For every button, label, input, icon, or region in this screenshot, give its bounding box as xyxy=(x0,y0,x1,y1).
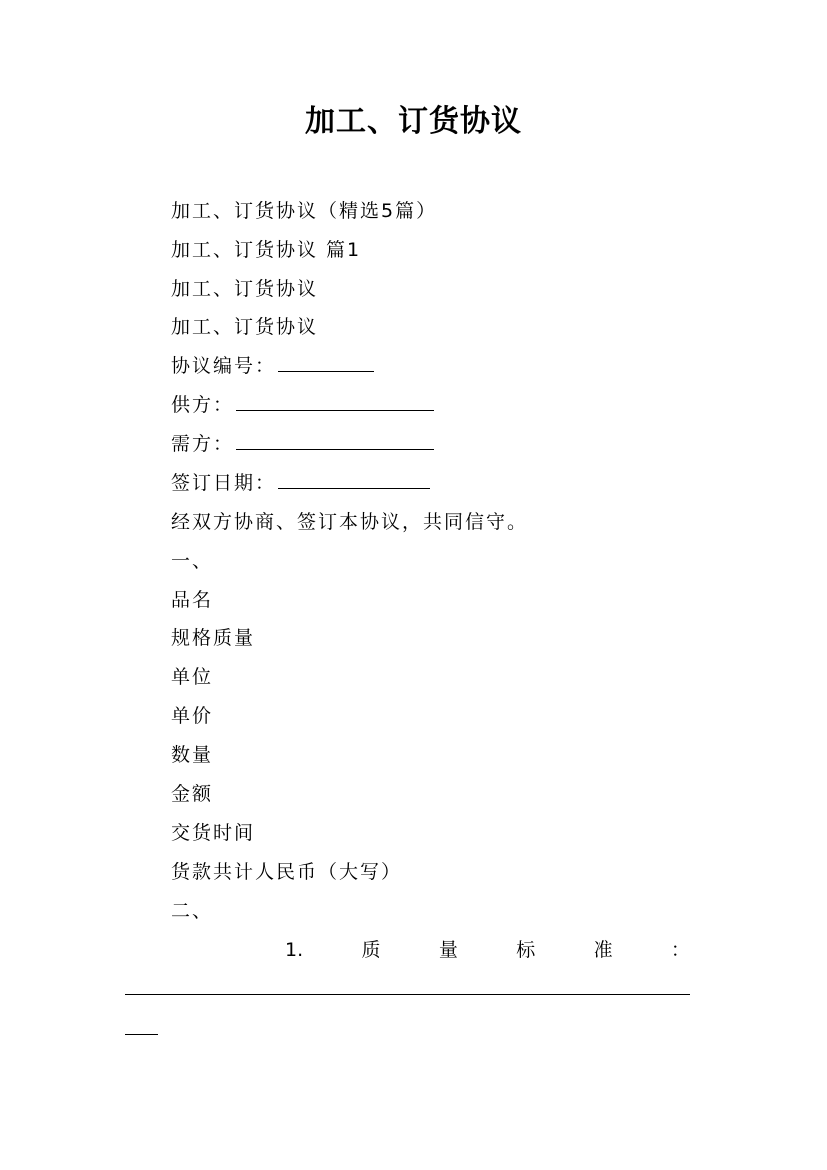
supplier-blank xyxy=(236,392,434,411)
item-unit-price: 单价 xyxy=(171,705,214,727)
item-quantity: 数量 xyxy=(171,744,214,766)
quality-standard-char-2: 量 xyxy=(438,939,458,961)
item-spec-quality: 规格质量 xyxy=(171,627,256,649)
quality-standard-blank-line xyxy=(125,994,690,995)
quality-standard-blank-tail xyxy=(125,1034,158,1035)
quality-standard-char-1: 质 xyxy=(361,939,381,961)
signing-date-label: 签订日期： xyxy=(171,472,277,494)
line-subtitle-1: 加工、订货协议 xyxy=(171,278,319,300)
total-payment-line: 货款共计人民币（大写） xyxy=(171,861,403,883)
supplier-label: 供方： xyxy=(171,394,235,416)
agreement-preamble: 经双方协商、签订本协议，共同信守。 xyxy=(171,511,529,533)
line-subtitle-2: 加工、订货协议 xyxy=(171,316,319,338)
agreement-number-label: 协议编号： xyxy=(171,355,277,377)
agreement-number-field xyxy=(171,353,374,379)
quality-standard-line xyxy=(285,937,690,963)
supplier-field xyxy=(171,392,434,418)
quality-standard-char-3: 标 xyxy=(516,939,536,961)
item-delivery-time: 交货时间 xyxy=(171,822,256,844)
quality-standard-char-4: 准 xyxy=(593,939,613,961)
line-heading-collection: 加工、订货协议（精选5篇） xyxy=(171,200,438,222)
document-title: 加工、订货协议 xyxy=(305,104,522,139)
agreement-number-blank xyxy=(278,353,374,372)
buyer-field xyxy=(171,431,434,457)
buyer-blank xyxy=(236,431,434,450)
signing-date-field xyxy=(171,470,430,496)
signing-date-blank xyxy=(278,470,430,489)
item-amount: 金额 xyxy=(171,783,214,805)
line-heading-part1: 加工、订货协议 篇1 xyxy=(171,239,362,261)
item-unit: 单位 xyxy=(171,666,214,688)
quality-standard-number: 1. xyxy=(285,939,304,961)
section-one-heading: 一、 xyxy=(171,550,214,572)
quality-standard-colon: ： xyxy=(670,939,690,961)
item-product-name: 品名 xyxy=(171,589,214,611)
buyer-label: 需方： xyxy=(171,433,235,455)
section-two-heading: 二、 xyxy=(171,900,214,922)
